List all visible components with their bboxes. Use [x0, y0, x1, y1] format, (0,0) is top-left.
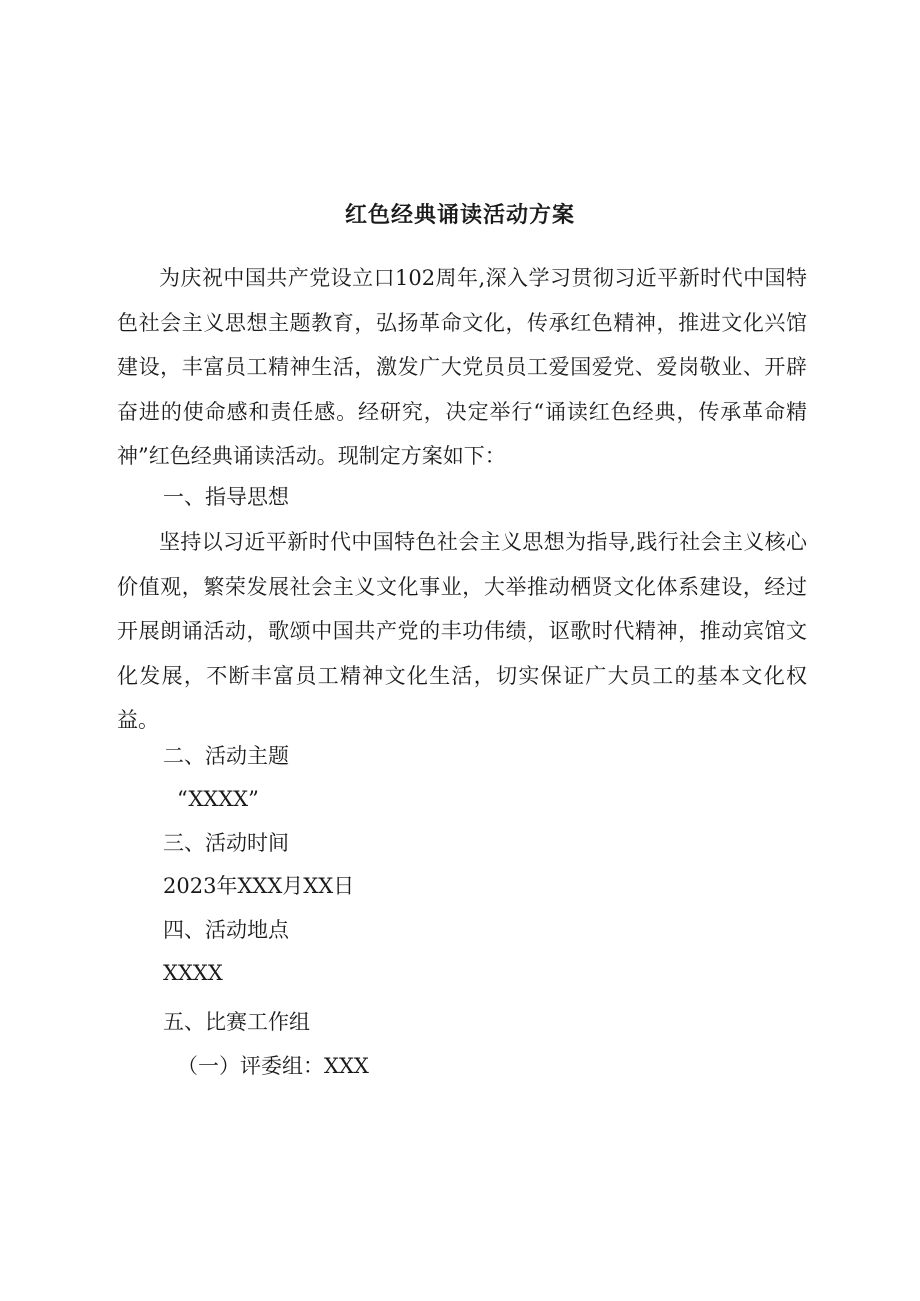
intro-paragraph: 为庆祝中国共产党设立口102周年,深入学习贯彻习近平新时代中国特色社会主义思想主题教育，弘扬革命文化，传承红色精神，推进文化兴馆建设，丰富员工精神生活，激发广大党员员工爱国爱党、爱岗敬业、开辟奋进的使命感和责任感。经研究，决定举行“诵读红色经典，传承革命精神”红色经典诵读活动。现制定方案如下：: [117, 266, 807, 468]
document-title: 红色经典诵读活动方案: [344, 203, 575, 228]
section-content-judges: （一）评委组：XXX: [177, 1054, 369, 1078]
section-content-location: XXXX: [163, 961, 223, 985]
section-heading-theme: 二、活动主题: [163, 744, 289, 768]
section-heading-guiding-thought: 一、指导思想: [163, 485, 289, 509]
section-content-time: 2023年XXX月XX日: [163, 874, 355, 898]
section-heading-time: 三、活动时间: [163, 831, 289, 855]
section-content-guiding-thought: 坚持以习近平新时代中国特色社会主义思想为指导,践行社会主义核心价值观，繁荣发展社会主义文化事业，大举推动栖贤文化体系建设，经过开展朗诵活动，歌颂中国共产党的丰功伟绩，讴歌时代精神，推动宾馆文化发展，不断丰富员工精神文化生活，切实保证广大员工的基本文化权益。: [117, 530, 807, 732]
section-heading-working-group: 五、比赛工作组: [163, 1010, 310, 1034]
section-content-theme: “XXXX”: [177, 787, 259, 811]
section-heading-location: 四、活动地点: [163, 918, 289, 942]
